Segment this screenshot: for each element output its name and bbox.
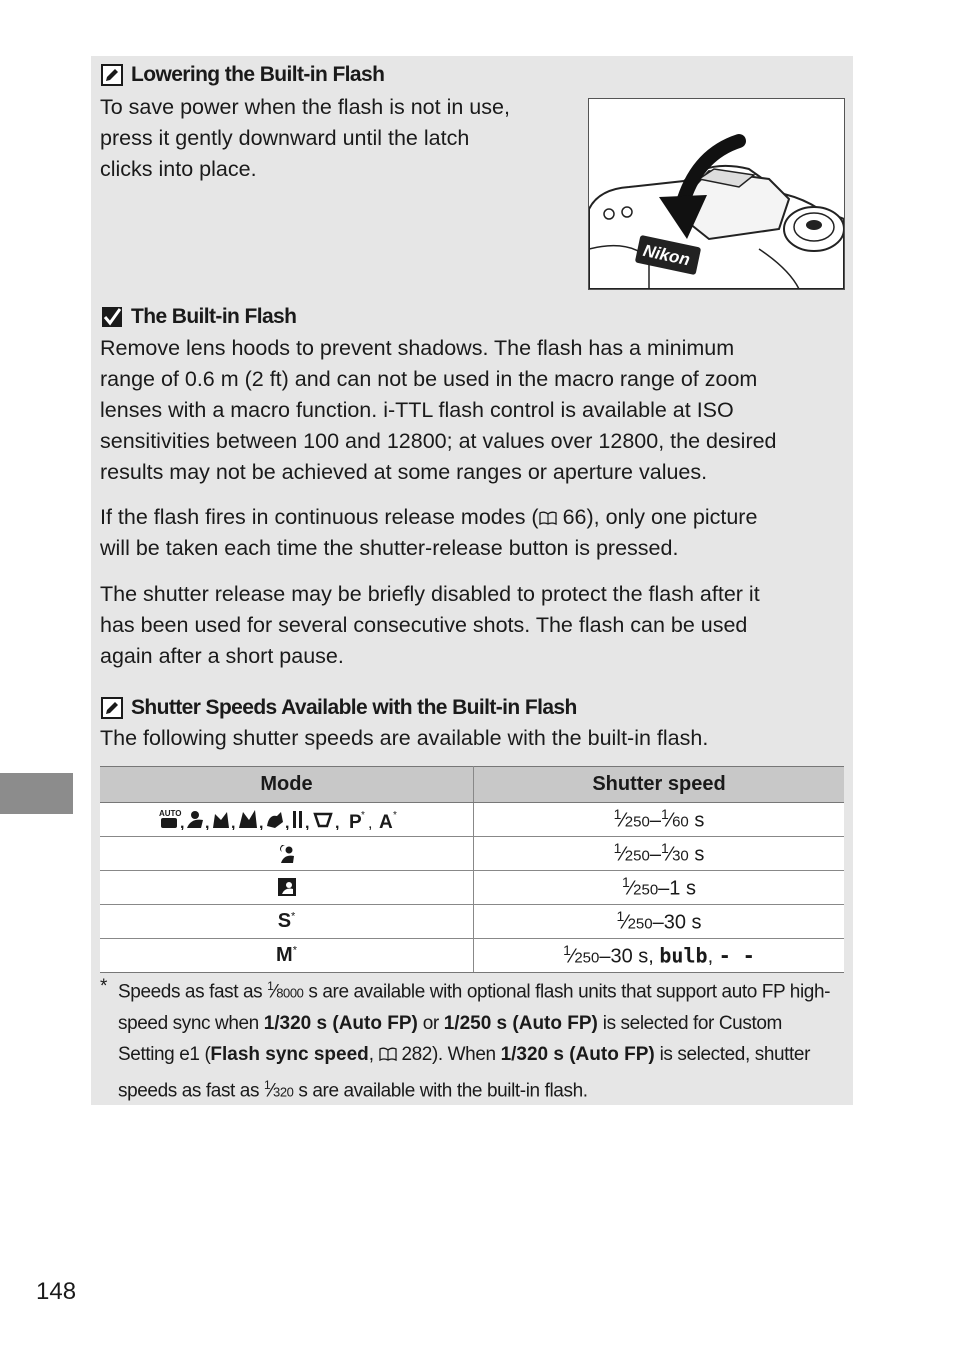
svg-text:A: A bbox=[378, 811, 393, 830]
table-row bbox=[100, 905, 844, 939]
chapter-tab bbox=[0, 773, 73, 814]
pencil-note-icon bbox=[101, 64, 123, 86]
svg-text:,: , bbox=[367, 814, 372, 830]
page-reference-book-icon bbox=[539, 511, 557, 525]
svg-text:,: , bbox=[284, 814, 289, 830]
svg-text:*: * bbox=[392, 809, 397, 821]
check-caution-icon bbox=[101, 306, 123, 328]
table-row bbox=[100, 939, 844, 973]
note-body-lowering-flash: To save power when the flash is not in use, press it gently downward until the latch clicks into place. bbox=[100, 95, 510, 181]
pencil-note-icon bbox=[101, 697, 123, 719]
note-title: Shutter Speeds Available with the Built-in Flash bbox=[131, 696, 577, 719]
page-number: 148 bbox=[36, 1278, 77, 1305]
food-icon bbox=[293, 811, 296, 828]
svg-text:,: , bbox=[334, 814, 339, 830]
effects-icon bbox=[315, 814, 331, 826]
column-header-mode: Mode bbox=[100, 767, 474, 803]
svg-text:*: * bbox=[360, 809, 365, 821]
time-lcd-text: - - bbox=[718, 943, 755, 968]
auto-mode-icon: AUTO bbox=[158, 808, 182, 818]
mode-cell bbox=[100, 803, 474, 837]
svg-text:,: , bbox=[204, 814, 209, 830]
svg-text:Nikon: Nikon bbox=[641, 240, 692, 270]
note-heading-lowering-flash bbox=[101, 63, 384, 87]
shutter-speed-cell: $^1$⁄250–30 s, bulb, - - bbox=[474, 939, 845, 973]
mode-cell: S* bbox=[100, 905, 474, 939]
note-heading-shutter-speeds bbox=[101, 696, 577, 720]
note-heading-built-in-flash bbox=[101, 305, 296, 329]
close-up-mode-icon bbox=[276, 876, 298, 898]
svg-text:,: , bbox=[304, 814, 309, 830]
mode-cell bbox=[100, 871, 474, 905]
mode-cell bbox=[100, 837, 474, 871]
shutter-speeds-intro: The following shutter speeds are available with the built-in flash. bbox=[100, 726, 709, 750]
note-title: Lowering the Built-in Flash bbox=[131, 63, 385, 86]
table-footnote: * Speeds as fast as $^1$⁄8000 s are available with optional flash units that support auto FP high-speed sync when 1/320 s (Auto FP) or 1/250 s (Auto FP) is selected for Custom Setting e1 (Flash sync speed, 282). When 1/320 s (Auto FP) is selected, shutter speeds as fast as $^1$⁄320 s are available with the built-in flash. bbox=[100, 976, 831, 1102]
camera-flash-photo bbox=[588, 98, 845, 290]
bulb-lcd-text: bulb bbox=[659, 943, 708, 968]
table-row bbox=[100, 803, 844, 837]
landscape-icon bbox=[239, 810, 257, 828]
column-header-shutter-speed: Shutter speed bbox=[474, 767, 845, 803]
night-portrait-icon bbox=[276, 842, 298, 864]
flower-icon bbox=[213, 812, 229, 828]
portrait-mode-icon bbox=[187, 819, 203, 827]
built-in-flash-paragraph-2: If the flash fires in continuous release modes ( 66), only one picture will be taken each time the shutter-release button is pressed. bbox=[100, 505, 758, 560]
shutter-speed-cell: $^1$⁄250–$^1$⁄60 s bbox=[474, 803, 845, 837]
scene-mode-icons bbox=[159, 808, 415, 830]
svg-text:P: P bbox=[348, 811, 362, 830]
table-row bbox=[100, 871, 844, 905]
svg-text:,: , bbox=[258, 814, 263, 830]
shutter-speed-table bbox=[100, 766, 844, 973]
note-title: The Built-in Flash bbox=[131, 305, 297, 328]
shutter-speed-cell: $^1$⁄250–1 s bbox=[474, 871, 845, 905]
mode-cell: M* bbox=[100, 939, 474, 973]
built-in-flash-paragraph-1: Remove lens hoods to prevent shadows. The flash has a minimum range of 0.6 m (2 ft) and can not be used in the macro range of zoom lenses with a macro function. i-TTL flash control is available at ISO sensitivities between 100 and 12800; at values over 12800, the desired results may not be achieved at some ranges or aperture values. bbox=[100, 336, 777, 484]
shutter-speed-cell: $^1$⁄250–$^1$⁄30 s bbox=[474, 837, 845, 871]
built-in-flash-paragraph-3: The shutter release may be briefly disabled to protect the flash after it has been used for several consecutive shots. The flash can be used again after a short pause. bbox=[100, 582, 760, 668]
page-reference-book-icon bbox=[379, 1047, 397, 1061]
svg-text:,: , bbox=[179, 814, 184, 830]
shutter-speed-cell: $^1$⁄250–30 s bbox=[474, 905, 845, 939]
svg-text:,: , bbox=[230, 814, 235, 830]
pet-icon bbox=[267, 812, 283, 828]
table-header-row bbox=[100, 767, 844, 803]
table-row bbox=[100, 837, 844, 871]
